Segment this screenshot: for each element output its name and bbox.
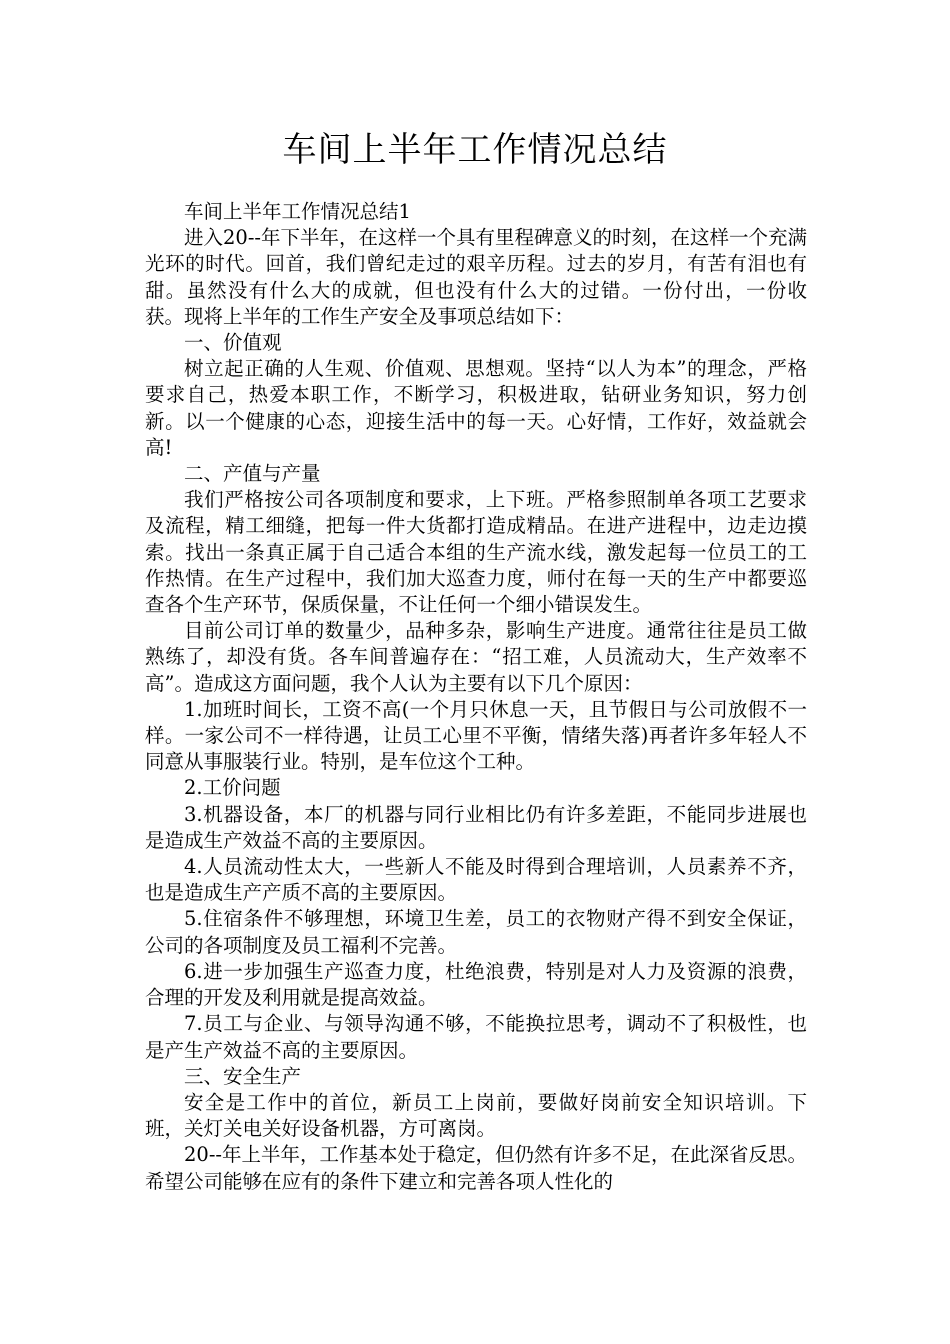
document-body: [145, 199, 807, 1195]
paragraph: 安全是工作中的首位，新员工上岗前，要做好岗前安全知识培训。下班，关灯关电关好设备机器，方可离岗。: [145, 1090, 807, 1141]
paragraph: 进入20--年下半年，在这样一个具有里程碑意义的时刻，在这样一个充满光环的时代。回首，我们曾纪走过的艰辛历程。过去的岁月，有苦有泪也有甜。虽然没有什么大的成就，但也没有什么大的过错。一份付出，一份收获。现将上半年的工作生产安全及事项总结如下：: [145, 226, 807, 328]
section-heading: 一、价值观: [184, 331, 282, 355]
section-heading: 三、安全生产: [184, 1064, 302, 1088]
list-item: 1.加班时间长，工资不高(一个月只休息一天，且节假日与公司放假不一样。一家公司不一样待遇，让员工心里不平衡，情绪失落)再者许多年轻人不同意从事服装行业。特别，是车位这个工种。: [145, 697, 807, 774]
list-item: 2.工价问题: [184, 776, 281, 800]
document-title: 车间上半年工作情况总结: [282, 130, 668, 170]
list-item: 5.住宿条件不够理想，环境卫生差，员工的衣物财产得不到安全保证，公司的各项制度及员工福利不完善。: [145, 907, 807, 957]
section-heading: 车间上半年工作情况总结1: [184, 200, 411, 223]
list-item: 4.人员流动性太大，一些新人不能及时得到合理培训，人员素养不齐，也是造成生产产质不高的主要原因。: [145, 855, 807, 905]
list-item: 7.员工与企业、与领导沟通不够，不能换拉思考，调动不了积极性，也是产生产效益不高的主要原因。: [145, 1012, 807, 1062]
list-item: 3.机器设备，本厂的机器与同行业相比仍有许多差距，不能同步进展也是造成生产效益不高的主要原因。: [145, 802, 807, 852]
paragraph: 树立起正确的人生观、价值观、思想观。坚持“以人为本”的理念，严格要求自己，热爱本职工作，不断学习，积极进取，钻研业务知识，努力创新。以一个健康的心态，迎接生活中的每一天。心好情，工作好，效益就会高!: [145, 357, 807, 459]
paragraph: 目前公司订单的数量少，品种多杂，影响生产进度。通常往往是员工做熟练了，却没有货。各车间普遍存在：“招工难，人员流动大，生产效率不高”。造成这方面问题，我个人认为主要有以下几个原因：: [145, 619, 807, 695]
section-heading: 二、产值与产量: [184, 462, 321, 486]
paragraph: 我们严格按公司各项制度和要求，上下班。严格参照制单各项工艺要求及流程，精工细缝，把每一件大货都打造成精品。在进产进程中，边走边摸索。找出一条真正属于自己适合本组的生产流水线，激发起每一位员工的工作热情。在生产过程中，我们加大巡查力度，师付在每一天的生产中都要巡查各个生产环节，保质保量，不让任何一个细小错误发生。: [145, 488, 807, 617]
paragraph: 20--年上半年，工作基本处于稳定，但仍然有许多不足，在此深省反思。希望公司能够在应有的条件下建立和完善各项人性化的: [145, 1143, 807, 1193]
list-item: 6.进一步加强生产巡查力度，杜绝浪费，特别是对人力及资源的浪费，合理的开发及利用就是提高效益。: [145, 959, 807, 1010]
